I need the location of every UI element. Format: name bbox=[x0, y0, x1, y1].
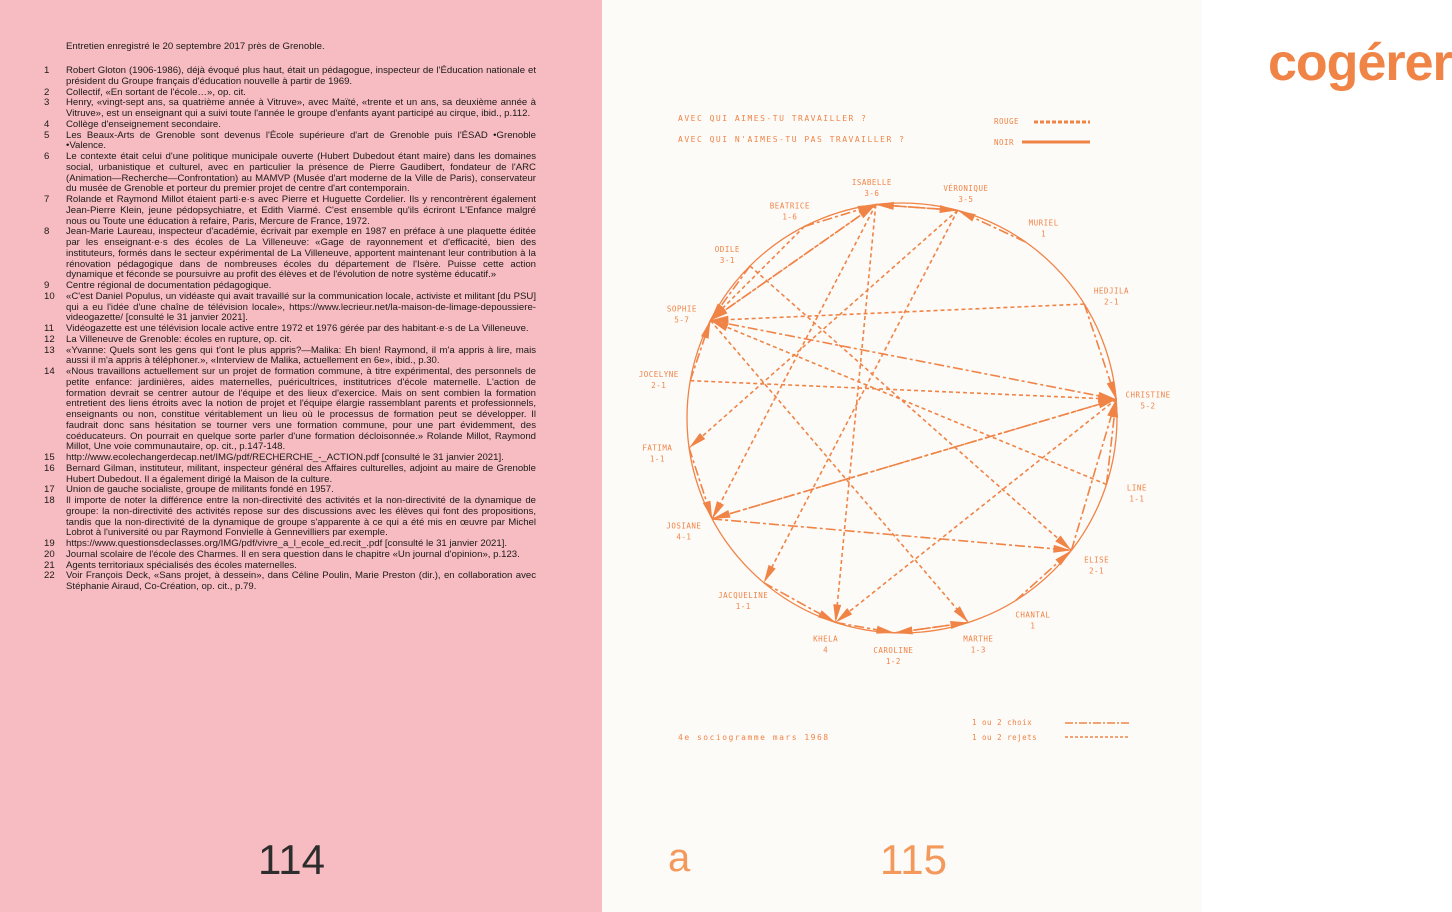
sociogram-choice-link bbox=[710, 320, 1116, 399]
question-rejections: AVEC QUI N'AIMES-TU PAS TRAVAILLER ? bbox=[678, 135, 906, 144]
legend-label-noir: NOIR bbox=[994, 138, 1015, 147]
endnote-text: La Villeneuve de Grenoble: écoles en rupture, op. cit. bbox=[66, 333, 292, 345]
endnote-number: 22 bbox=[44, 570, 55, 582]
endnote-number: 10 bbox=[44, 290, 55, 302]
sociogram-figure bbox=[602, 0, 1202, 912]
sociogram-person-score: 1 bbox=[1041, 229, 1047, 239]
sociogram-person-score: 1 bbox=[1030, 621, 1036, 631]
endnote bbox=[44, 367, 536, 453]
sociogram-person-score: 2-1 bbox=[1103, 297, 1119, 307]
endnote-text: Rolande et Raymond Millot étaient parti·e·s avec Pierre et Huguette Cordelier. Ils y rencontrèrent également Jean-Pierre Klein, jeune pédopsychiatre, et Edith Viarmé. C'est ensemble qu'ils écriront L'Enfance malgré nous ou Toute une éducation à refaire, Paris, Mercure de France, 1972. bbox=[66, 194, 536, 227]
endnote-text: «Nous travaillons actuellement sur un projet de formation commune, à titre expérimental, des personnels de petite enfance: jardinières, aides maternelles, puéricultrices, institutrices d'école maternelle. L'action de formation devrait se centrer autour de l'équipe et des lieux d'exercice. Mais on sent combien la formation entretient des liens étroits avec la notion de projet et l'équipe élargie rassemblant parents et professionnels, enseignants ou non, constitue véritablement un lieu où le processus de formation peut se développer. Il faudrait donc sans hésitation se tourner vers une formation commune, pour une part évidemment, des coéducateurs. On pourrait en quelque sorte parler d'une formation décloisonnée.» Rolande Millot, Raymond Millot, Une voie communautaire, op. cit., p.147-148. bbox=[66, 366, 536, 453]
endnote bbox=[44, 335, 536, 346]
sociogram-choice-link-arrowhead bbox=[701, 320, 711, 338]
endnote-text: «Yvanne: Quels sont les gens qui t'ont le plus appris?—Malika: Eh bien! Raymond, il m'a appris à lire, mais aussi il m'a appris à téléphoner.», «Interview de Malika, actuellement en 6e», ibid., p.30. bbox=[66, 344, 536, 367]
sociogram-person-name: BEATRICE bbox=[769, 201, 810, 211]
endnote-number: 21 bbox=[44, 559, 55, 571]
endnote-number: 8 bbox=[44, 226, 50, 238]
sociogram-person-name: CHRISTINE bbox=[1125, 390, 1171, 400]
sociogram-rejection-link bbox=[710, 320, 1106, 484]
endnote-text: Collège d'enseignement secondaire. bbox=[66, 118, 221, 130]
sociogram-person-name: KHELA bbox=[813, 634, 839, 644]
sociogram-rejection-link bbox=[836, 399, 1117, 622]
sociogram-person-name: SOPHIE bbox=[666, 304, 697, 314]
endnote-number: 16 bbox=[44, 462, 55, 474]
endnote-number: 2 bbox=[44, 86, 50, 98]
left-page bbox=[0, 0, 602, 912]
endnote-text: Centre régional de documentation pédagogique. bbox=[66, 280, 272, 291]
sociogram-person-score: 1-2 bbox=[885, 656, 901, 666]
sociogram-person-score: 3-5 bbox=[958, 195, 974, 205]
endnote-number: 5 bbox=[44, 129, 50, 141]
endnote-text: Jean-Marie Laureau, inspecteur d'académie, écrivait par exemple en 1987 en préface à une plaquette éditée par les enseignant·e·s des écoles de La Villeneuve: «Gage de rayonnement et d'efficacité, bien des instituteurs, formés dans le secteur expérimental de La Villeneuve, apportent maintenant leur contribution à la rénovation pédagogique dans de nombreuses écoles du département de l'Isère. Puisse cette action dynamique et féconde se poursuivre au profit des élèves et de l'évolution de notre système éducatif.» bbox=[66, 226, 536, 281]
endnote-number: 20 bbox=[44, 548, 55, 560]
endnote-text: http://www.ecolechangerdecap.net/IMG/pdf/RECHERCHE_-_ACTION.pdf [consulté le 31 janvier 2021]. bbox=[66, 452, 504, 463]
endnote bbox=[44, 195, 536, 227]
sociogram-person-score: 5-7 bbox=[674, 315, 690, 325]
endnote-number: 3 bbox=[44, 97, 50, 109]
sociogram-person-score: 3-1 bbox=[719, 255, 735, 265]
sociogram-rejection-link bbox=[764, 210, 958, 582]
endnote bbox=[44, 550, 536, 561]
endnote-number: 9 bbox=[44, 280, 50, 291]
endnote-number: 15 bbox=[44, 452, 55, 463]
endnotes bbox=[44, 66, 536, 593]
sociogram-person-score: 1-1 bbox=[735, 602, 751, 612]
legend-label-rouge: ROUGE bbox=[994, 117, 1020, 126]
sociogram-person-name: VÉRONIQUE bbox=[943, 184, 989, 194]
endnote-number: 19 bbox=[44, 538, 55, 549]
endnote-number: 11 bbox=[44, 323, 54, 334]
endnote-text: «C'est Daniel Populus, un vidéaste qui avait travaillé sur la communication locale, activiste et militant [du PSU] qui a eu l'idée d'une chaîne de télévision locale», https://www.lecrieur.net/la-maison-de-limage-depoussiere-videogazette/ [consulté le 31 janvier 2021]. bbox=[66, 290, 536, 324]
sociogram-person-name: CAROLINE bbox=[873, 645, 914, 655]
sociogram-rejection-link bbox=[836, 205, 876, 623]
sociogram-person-name: ODILE bbox=[714, 244, 740, 254]
endnote bbox=[44, 131, 536, 153]
endnote-text: Union de gauche socialiste, groupe de militants fondé en 1957. bbox=[66, 484, 334, 496]
sociogram-nodes bbox=[639, 178, 1171, 666]
sociogram-person-name: JOSIANE bbox=[666, 521, 702, 531]
sociogram-choice-link bbox=[710, 205, 875, 321]
sociogram-choice-link-arrowhead bbox=[1055, 550, 1071, 565]
endnote bbox=[44, 346, 536, 368]
sociogram-rejection-link bbox=[712, 399, 1116, 519]
chapter-mark: a bbox=[668, 836, 691, 880]
sociogram-person-score: 2-1 bbox=[1089, 566, 1105, 576]
sociogram-person-name: JACQUELINE bbox=[718, 591, 769, 601]
endnote-text: Voir François Deck, «Sans projet, à dessein», dans Céline Poulin, Marie Preston (dir.), en collaboration avec Stéphanie Airaud, Co-Création, op. cit., p.79. bbox=[66, 570, 536, 592]
sociogram-person-score: 1-1 bbox=[649, 454, 665, 464]
question-choices: AVEC QUI AIMES-TU TRAVAILLER ? bbox=[678, 114, 868, 123]
legend-label-rejections: 1 ou 2 rejets bbox=[972, 733, 1038, 742]
sociogram-caption: 4e sociogramme mars 1968 bbox=[678, 733, 830, 742]
endnote-number: 18 bbox=[44, 495, 55, 506]
sociogram-person-score: 5-2 bbox=[1140, 401, 1156, 411]
sociogram-rejection-link bbox=[690, 381, 1116, 400]
endnote bbox=[44, 120, 536, 131]
sociogram-choice-link bbox=[712, 519, 1071, 550]
page-number-left: 114 bbox=[258, 836, 325, 883]
endnote-text: Il importe de noter la différence entre la non-directivité des activités et la non-directivité de la dynamique de groupe: la non-directivité des activités repose sur des discussions avec les élèves qui font des propositions, tandis que la non-directivité de la dynamique de groupe s'apparente à ce qui a été mis en œuvre par Michel Lobrot à l'université ou par Raymond Fonvielle à Gennevilliers par exemple. bbox=[66, 495, 536, 539]
sociogram-person-score: 1-6 bbox=[782, 212, 798, 222]
endnote-number: 1 bbox=[44, 65, 50, 76]
sociogram-rejection-link bbox=[710, 304, 1084, 320]
chapter-title: cogérer bbox=[1268, 34, 1452, 92]
sociogram-person-name: MURIEL bbox=[1028, 218, 1059, 228]
interview-intro: Entretien enregistré le 20 septembre 2017 près de Grenoble. bbox=[66, 41, 325, 52]
sociogram-choice-link-arrowhead bbox=[703, 501, 712, 519]
sociogram-person-name: FATIMA bbox=[642, 443, 673, 453]
sociogram-person-score: 4 bbox=[823, 645, 829, 655]
sociogram-person-name: ISABELLE bbox=[851, 177, 892, 187]
endnote-text: Vidéogazette est une télévision locale active entre 1972 et 1976 gérée par des habitant·e·s de La Villeneuve. bbox=[66, 323, 529, 334]
sociogram-person-name: ELISE bbox=[1084, 555, 1110, 565]
endnote bbox=[44, 496, 536, 539]
endnote bbox=[44, 227, 536, 281]
endnote-number: 13 bbox=[44, 344, 55, 356]
endnote-text: Journal scolaire de l'école des Charmes. Il en sera question dans le chapitre «Un journal d'opinion», p.123. bbox=[66, 548, 520, 560]
endnote bbox=[44, 66, 536, 88]
sociogram-rejection-link bbox=[750, 266, 1071, 550]
endnote-text: Le contexte était celui d'une politique municipale ouverte (Hubert Dubedout étant maire) dans les domaines social, urbanistique et culturel, avec en particulier la présence de Pierre Gaudibert, fondateur de l'ARC (Animation—Recherche—Confrontation) au MAMVP (Musée d'art moderne de la Ville de Paris), conservateur du musée de Grenoble et porteur du premier projet de centre d'art contemporain. bbox=[66, 151, 536, 195]
endnote bbox=[44, 292, 536, 324]
endnote-text: Agents territoriaux spécialisés des écoles maternelles. bbox=[66, 559, 297, 571]
endnote-number: 7 bbox=[44, 194, 50, 205]
endnote-text: https://www.questionsdeclasses.org/IMG/pdf/vivre_a_l_ecole_ed.recit_.pdf [consulté le 31 janvier 2021]. bbox=[66, 538, 508, 549]
endnote-number: 14 bbox=[44, 366, 55, 377]
sociogram-person-score: 1-1 bbox=[1129, 494, 1145, 504]
sociogram-person-name: JOCELYNE bbox=[638, 370, 679, 380]
endnote bbox=[44, 464, 536, 486]
page-number-right: 115 bbox=[880, 836, 947, 883]
endnote-text: Bernard Gilman, instituteur, militant, inspecteur général des Affaires culturelles, adjoint au maire de Grenoble Hubert Dubedout. Il a également dirigé la Maison de la culture. bbox=[66, 462, 536, 485]
legend-top bbox=[994, 117, 1090, 147]
sociogram-person-name: CHANTAL bbox=[1015, 610, 1051, 620]
sociogram-person-name: MARTHE bbox=[963, 634, 994, 644]
legend-label-choices: 1 ou 2 choix bbox=[972, 718, 1033, 727]
endnote-number: 4 bbox=[44, 118, 50, 130]
sociogram-person-score: 4-1 bbox=[676, 532, 692, 542]
endnote-text: Les Beaux-Arts de Grenoble sont devenus l'École supérieure d'art de Grenoble puis l'ÉSAD •Grenoble •Valence. bbox=[66, 129, 536, 152]
endnote-number: 12 bbox=[44, 333, 55, 345]
legend-bottom bbox=[972, 718, 1130, 742]
sociogram-choice-link-arrowhead bbox=[958, 210, 976, 221]
endnote-text: Robert Gloton (1906-1986), déjà évoqué plus haut, était un pédagogue, inspecteur de l'Éducation nationale et président du Groupe français d'éducation nouvelle à partir de 1969. bbox=[66, 65, 536, 87]
endnote-text: Collectif, «En sortant de l'école…», op. cit. bbox=[66, 86, 246, 98]
sociogram-choice-link-arrowhead bbox=[876, 626, 894, 634]
sociogram-rejection-link-arrowhead bbox=[764, 565, 776, 583]
sociogram-person-name: HEDJILA bbox=[1093, 286, 1130, 296]
sociogram-person-name: LINE bbox=[1126, 483, 1147, 493]
endnote-number: 17 bbox=[44, 484, 55, 496]
sociogram-person-score: 1-3 bbox=[970, 645, 986, 655]
sociogram-person-score: 2-1 bbox=[651, 381, 667, 391]
endnote bbox=[44, 152, 536, 195]
endnote bbox=[44, 98, 536, 120]
endnote-text: Henry, «vingt-sept ans, sa quatrième année à Vitruve», avec Maïté, «trente et un ans, sa deuxième année à Vitruve», est un enseignant qui a suivi toute l'année le groupe d'enfants ayant participé au cirque, ibid., p.112. bbox=[66, 97, 536, 119]
endnote bbox=[44, 571, 536, 593]
sociogram-person-score: 3-6 bbox=[864, 188, 880, 198]
endnote-number: 6 bbox=[44, 151, 50, 162]
sociogram-choice-link-arrowhead bbox=[818, 610, 836, 622]
